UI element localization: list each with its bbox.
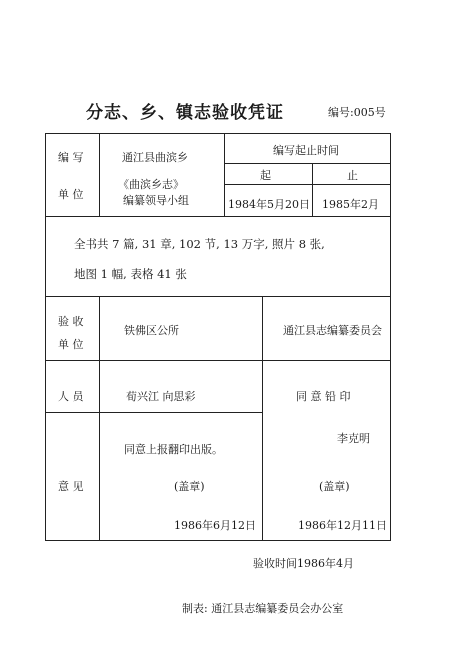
- date-right: 1986年12月11日: [298, 519, 387, 532]
- staff-names: 荀兴江 向思彩: [126, 390, 196, 403]
- compile-unit-label-2: 单 位: [58, 188, 84, 201]
- col-divider: [262, 296, 263, 540]
- row-divider: [224, 184, 390, 185]
- made-by: 制表: 通江县志编纂委员会办公室: [182, 602, 344, 615]
- row-divider: [46, 216, 390, 217]
- acceptance-time: 验收时间1986年4月: [253, 557, 354, 570]
- period-end-date: 1985年2月: [322, 198, 379, 211]
- acceptance-unit-label-1: 验 收: [58, 315, 84, 328]
- compile-unit-name: 通江县曲滨乡: [122, 151, 188, 164]
- opinion-label: 意 见: [58, 480, 84, 493]
- document-title: 分志、乡、镇志验收凭证: [86, 103, 284, 123]
- opinion-text: 同意上报翻印出版。: [124, 443, 223, 456]
- acceptance-unit-right: 通江县志编纂委员会: [283, 324, 382, 337]
- date-left: 1986年6月12日: [174, 519, 256, 532]
- col-divider: [312, 163, 313, 216]
- period-start-date: 1984年5月20日: [228, 198, 310, 211]
- period-header: 编写起止时间: [273, 144, 339, 157]
- book-summary-line1: 全书共 7 篇, 31 章, 102 节, 13 万字, 照片 8 张,: [74, 237, 325, 251]
- acceptance-unit-left: 铁佛区公所: [124, 324, 179, 337]
- approval-text: 同 意 铅 印: [296, 390, 351, 403]
- col-divider: [224, 134, 225, 216]
- period-end-label: 止: [347, 169, 358, 182]
- row-divider: [224, 163, 390, 164]
- compile-book-title: 《曲滨乡志》: [118, 178, 184, 191]
- staff-label: 人 员: [58, 390, 84, 403]
- col-divider: [99, 134, 100, 216]
- compile-group-name: 编纂领导小组: [123, 194, 189, 207]
- compile-unit-label-1: 编 写: [58, 151, 84, 164]
- period-start-label: 起: [260, 169, 271, 182]
- row-divider: [46, 412, 262, 413]
- certificate-number: 编号:005号: [328, 106, 386, 119]
- acceptance-unit-label-2: 单 位: [58, 338, 84, 351]
- seal-right: (盖章): [319, 480, 350, 493]
- col-divider: [99, 296, 100, 540]
- row-divider: [46, 360, 390, 361]
- seal-left: (盖章): [174, 480, 205, 493]
- row-divider: [46, 296, 390, 297]
- book-summary-line2: 地图 1 幅, 表格 41 张: [74, 267, 187, 281]
- approver-name: 李克明: [337, 432, 370, 445]
